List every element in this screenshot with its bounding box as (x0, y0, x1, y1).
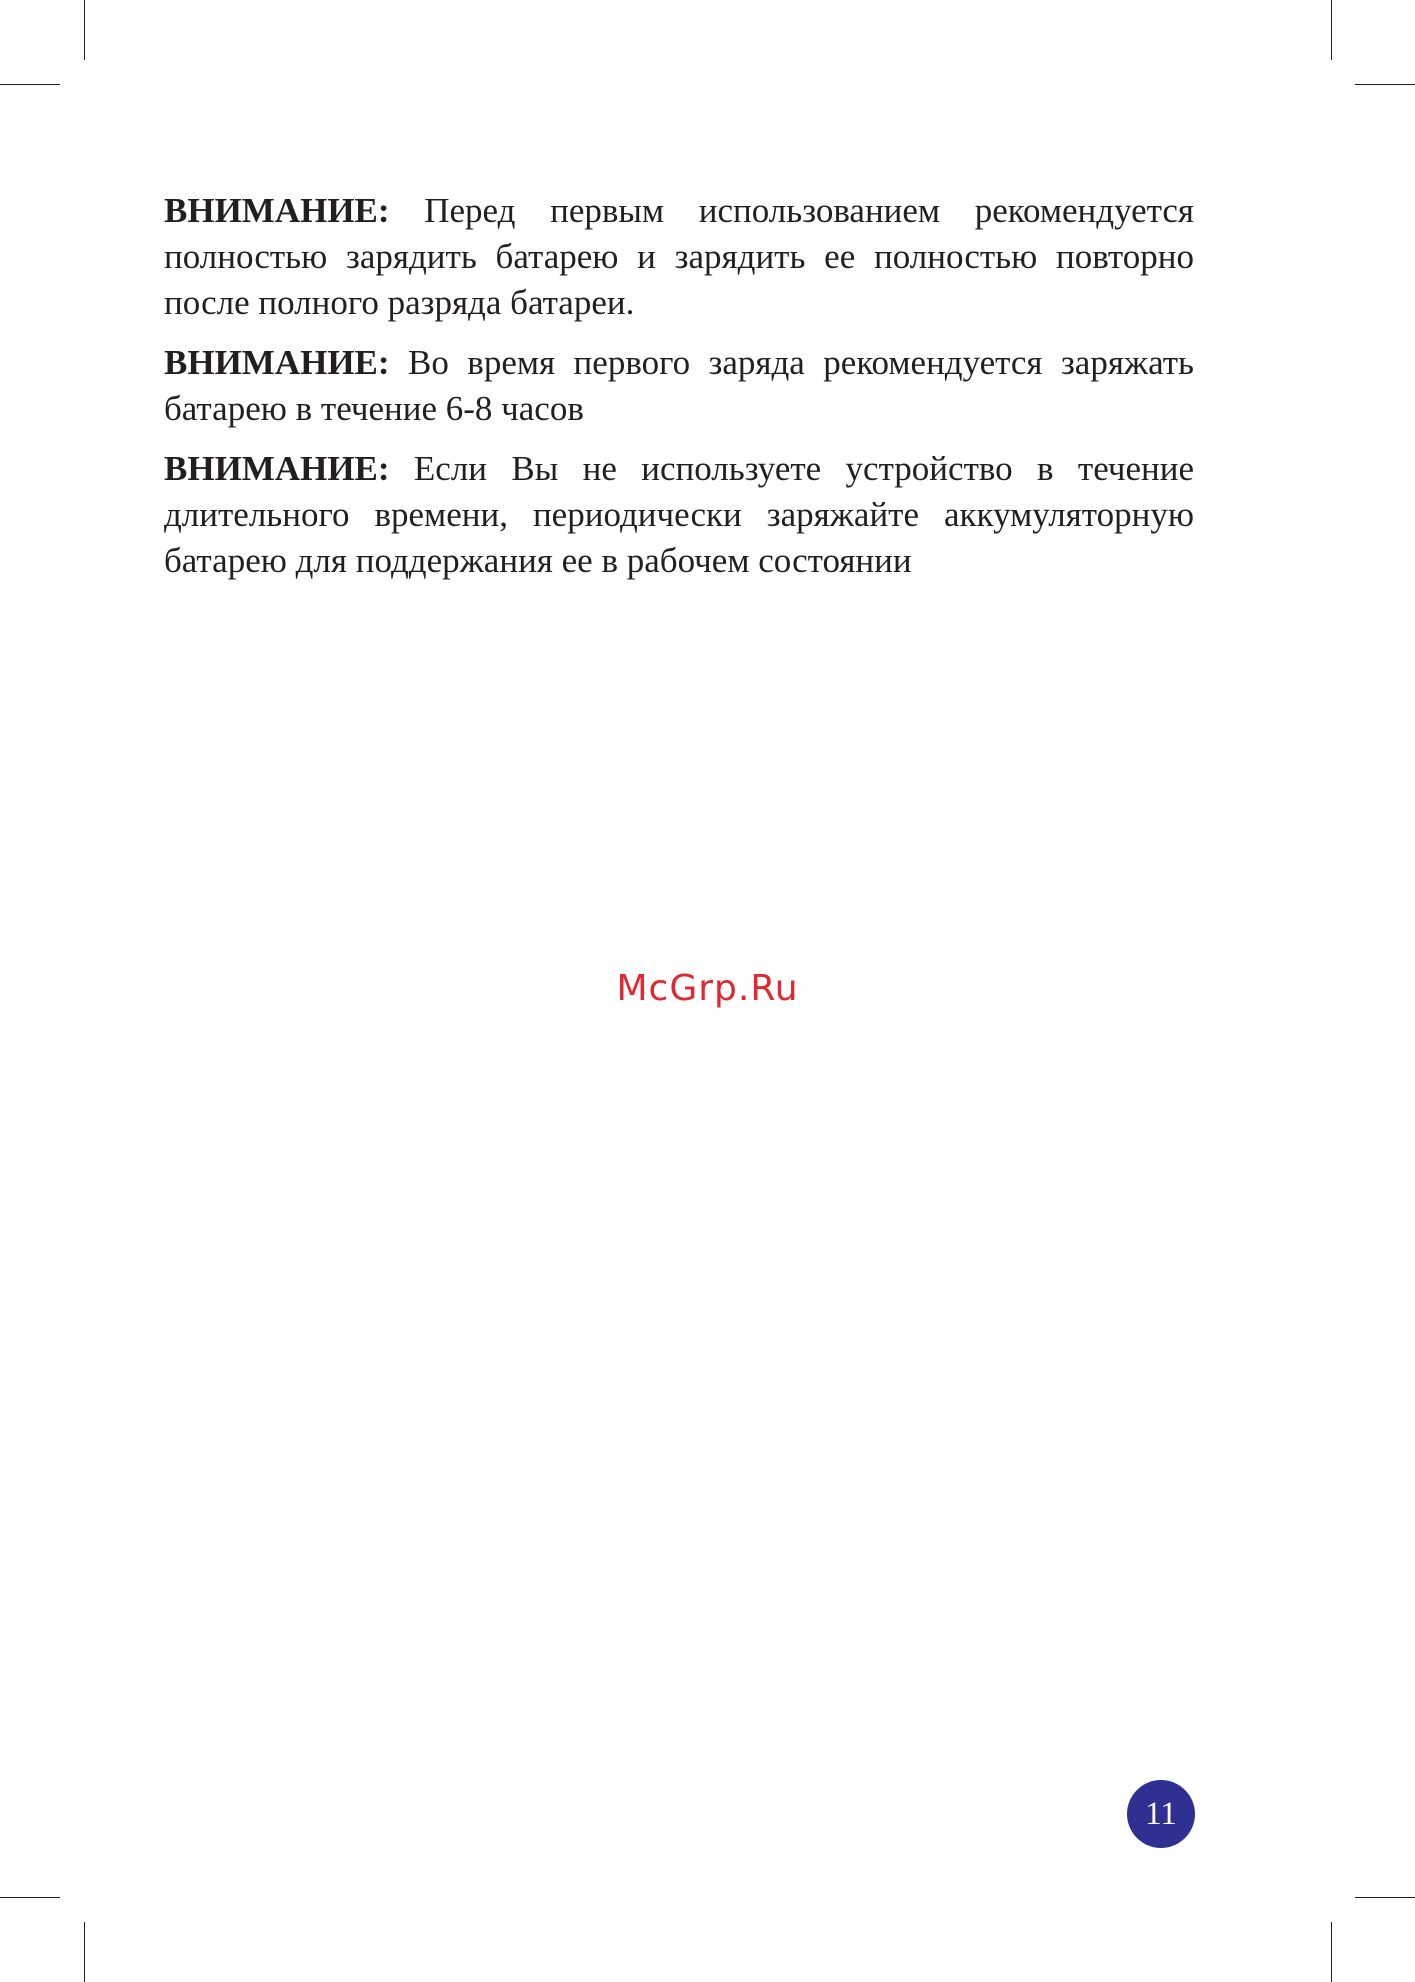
warning-label: ВНИМАНИЕ: (164, 191, 390, 230)
crop-mark-bottom-right-vertical (1331, 1922, 1332, 1982)
warning-paragraph-1 (164, 188, 1194, 326)
warning-text: Во время первого заряда рекомендуется заряжать батарею в течение 6-8 часов (164, 343, 1195, 428)
crop-mark-bottom-left-horizontal (0, 1897, 60, 1898)
crop-mark-bottom-left-vertical (84, 1922, 85, 1982)
watermark: McGrp.Ru (616, 968, 799, 1009)
warning-label: ВНИМАНИЕ: (164, 449, 390, 488)
warning-paragraph-3 (164, 446, 1194, 584)
warning-text: Если Вы не используете устройство в течение длительного времени, периодически заряжайте аккумуляторную батарею для поддержания ее в рабочем состоянии (164, 449, 1194, 580)
warning-label: ВНИМАНИЕ: (164, 343, 390, 382)
page-number-badge: 11 (1127, 1780, 1195, 1848)
page-content (164, 188, 1194, 598)
crop-mark-bottom-right-horizontal (1355, 1897, 1415, 1898)
crop-mark-top-right-vertical (1331, 0, 1332, 60)
warning-text: Перед первым использованием рекомендуется полностью зарядить батарею и зарядить ее полностью повторно после полного разряда батареи. (164, 191, 1195, 322)
crop-mark-top-left-horizontal (0, 84, 60, 85)
warning-paragraph-2 (164, 340, 1194, 432)
crop-mark-top-right-horizontal (1355, 84, 1415, 85)
crop-mark-top-left-vertical (84, 0, 85, 60)
